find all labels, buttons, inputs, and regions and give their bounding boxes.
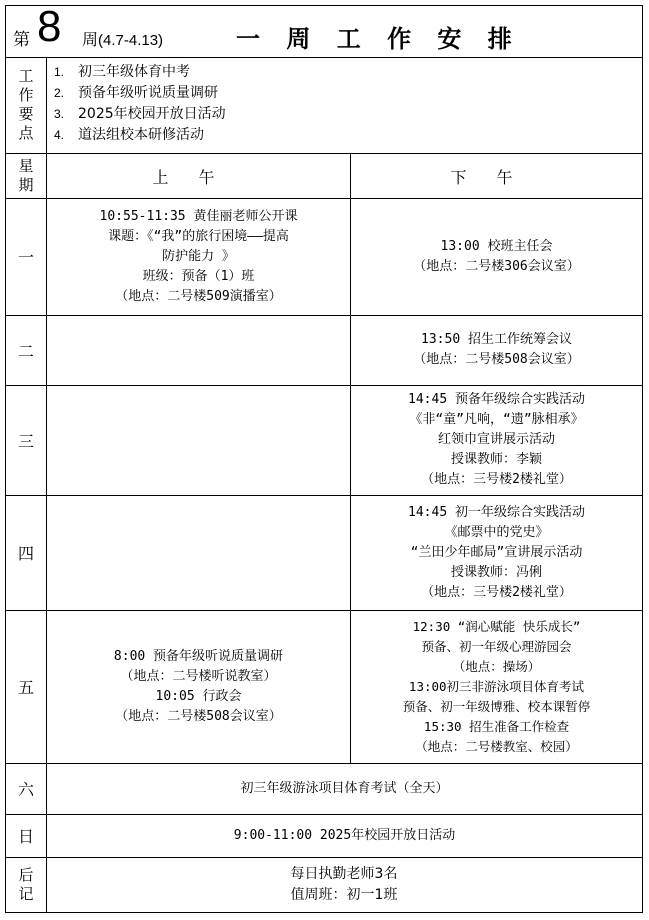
schedule-line: 班级：预备（1）班 xyxy=(142,268,255,284)
goals-label-char: 要 xyxy=(18,105,34,123)
schedule-line: （地点：二号楼508会议室） xyxy=(413,352,580,367)
week-date-range xyxy=(82,27,163,50)
goals-label-char: 作 xyxy=(18,86,34,104)
schedule-line: 预备、初一年级博雅、校本课暂停 xyxy=(402,698,591,714)
schedule-line: （地点：三号楼2楼礼堂） xyxy=(421,584,572,600)
morning-column-header: 上午 xyxy=(152,167,245,187)
notes-label-char: 记 xyxy=(18,885,34,903)
monday-afternoon-cell xyxy=(351,198,642,315)
notes-line: 每日执勤老师3名 xyxy=(290,866,398,882)
row-divider xyxy=(6,57,642,58)
thursday-morning-cell xyxy=(47,495,350,610)
thursday-afternoon-cell xyxy=(351,495,642,610)
goal-text: 初三年级体育中考 xyxy=(78,64,190,80)
schedule-line: 课题：《“我”的旅行困境——提高 xyxy=(108,228,289,244)
schedule-line: 授课教师：李颖 xyxy=(450,452,542,467)
notes-content xyxy=(46,857,642,913)
schedule-line: 13:00初三非游泳项目体育考试 xyxy=(408,678,585,694)
schedule-line: 14:45 初一年级综合实践活动 xyxy=(408,504,585,520)
schedule-line: 10:55-11:35 黄佳丽老师公开课 xyxy=(99,208,298,224)
weekday-saturday: 六 xyxy=(17,780,34,799)
goal-item xyxy=(54,83,226,104)
afternoon-column-header: 下午 xyxy=(450,167,543,187)
goal-text: 预备年级听说质量调研 xyxy=(78,85,218,101)
schedule-line: 15:30 招生准备工作检查 xyxy=(423,718,570,734)
goal-item xyxy=(54,62,226,83)
weekday-tuesday: 二 xyxy=(17,341,34,361)
schedule-line: 12:30 “润心赋能 快乐成长” xyxy=(412,618,581,634)
schedule-line: 《邮票中的党史》 xyxy=(444,524,549,540)
weekday-header-char: 期 xyxy=(18,175,34,194)
weekday-sunday: 日 xyxy=(17,827,34,846)
week-number: 8 xyxy=(37,2,62,51)
week-prefix: 第 xyxy=(13,30,30,50)
schedule-line: 预备、初一年级心理游园会 xyxy=(421,638,572,654)
week-suffix: 周 xyxy=(82,30,99,49)
weekly-schedule-sheet xyxy=(5,2,643,913)
schedule-line: 14:45 预备年级综合实践活动 xyxy=(408,392,585,407)
goal-number: 1. xyxy=(54,65,65,79)
schedule-line: 防护能力 》 xyxy=(162,248,235,264)
schedule-line: 授课教师：冯俐 xyxy=(450,564,542,580)
goals-label-char: 点 xyxy=(18,124,34,142)
schedule-line: （地点：操场） xyxy=(452,658,541,674)
tuesday-morning-cell xyxy=(47,315,350,385)
schedule-line: 初三年级游泳项目体育考试（全天） xyxy=(240,780,449,796)
friday-afternoon-cell xyxy=(351,610,642,763)
tuesday-afternoon-cell xyxy=(351,315,642,385)
wednesday-morning-cell xyxy=(47,385,350,495)
goal-item xyxy=(54,104,226,125)
weekday-friday: 五 xyxy=(17,678,34,697)
saturday-cell xyxy=(47,763,642,814)
schedule-line: 13:50 招生工作统筹会议 xyxy=(421,332,572,347)
friday-morning-cell xyxy=(47,610,350,763)
schedule-line: 10:05 行政会 xyxy=(155,688,242,704)
wednesday-afternoon-cell xyxy=(351,385,642,495)
page-title: 一 周 工 作 安 排 xyxy=(236,25,521,53)
schedule-line: 《非“童”凡响，“遗”脉相承》 xyxy=(409,412,584,427)
weekday-thursday: 四 xyxy=(17,544,34,563)
schedule-line: （地点：二号楼教室、校园） xyxy=(415,738,578,754)
notes-label-char: 后 xyxy=(18,866,34,884)
schedule-line: （地点：二号楼509演播室） xyxy=(115,288,282,304)
goal-number: 2. xyxy=(54,86,65,100)
monday-morning-cell xyxy=(47,198,350,315)
goals-label-char: 工 xyxy=(18,67,34,85)
schedule-line: （地点：三号楼2楼礼堂） xyxy=(421,472,572,487)
goals-label xyxy=(6,57,46,153)
weekday-header-char: 星 xyxy=(18,156,34,175)
schedule-line: 9:00-11:00 2025年校园开放日活动 xyxy=(233,827,456,843)
notes-label xyxy=(6,857,46,913)
goals-list xyxy=(54,62,226,146)
goal-number: 3. xyxy=(54,107,65,121)
schedule-line: 8:00 预备年级听说质量调研 xyxy=(113,648,284,664)
schedule-line: 红领巾宣讲展示活动 xyxy=(437,432,555,447)
notes-line: 值周班：初一1班 xyxy=(290,887,398,903)
schedule-line: （地点：二号楼508会议室） xyxy=(115,708,282,724)
sunday-cell xyxy=(47,814,642,857)
weekday-column-header xyxy=(6,153,46,198)
weekday-monday: 一 xyxy=(17,248,34,267)
goal-item xyxy=(54,125,226,146)
schedule-line: （地点：二号楼306会议室） xyxy=(413,258,580,274)
goal-text: 道法组校本研修活动 xyxy=(78,127,204,143)
goal-text: 2025年校园开放日活动 xyxy=(78,106,226,122)
weekday-wednesday: 三 xyxy=(17,431,34,451)
schedule-line: （地点：二号楼听说教室） xyxy=(120,668,277,684)
schedule-line: “兰田少年邮局”宣讲展示活动 xyxy=(410,544,583,560)
date-range: (4.7-4.13) xyxy=(98,32,164,49)
goal-number: 4. xyxy=(54,128,65,142)
header xyxy=(6,2,642,57)
schedule-line: 13:00 校班主任会 xyxy=(440,238,553,254)
